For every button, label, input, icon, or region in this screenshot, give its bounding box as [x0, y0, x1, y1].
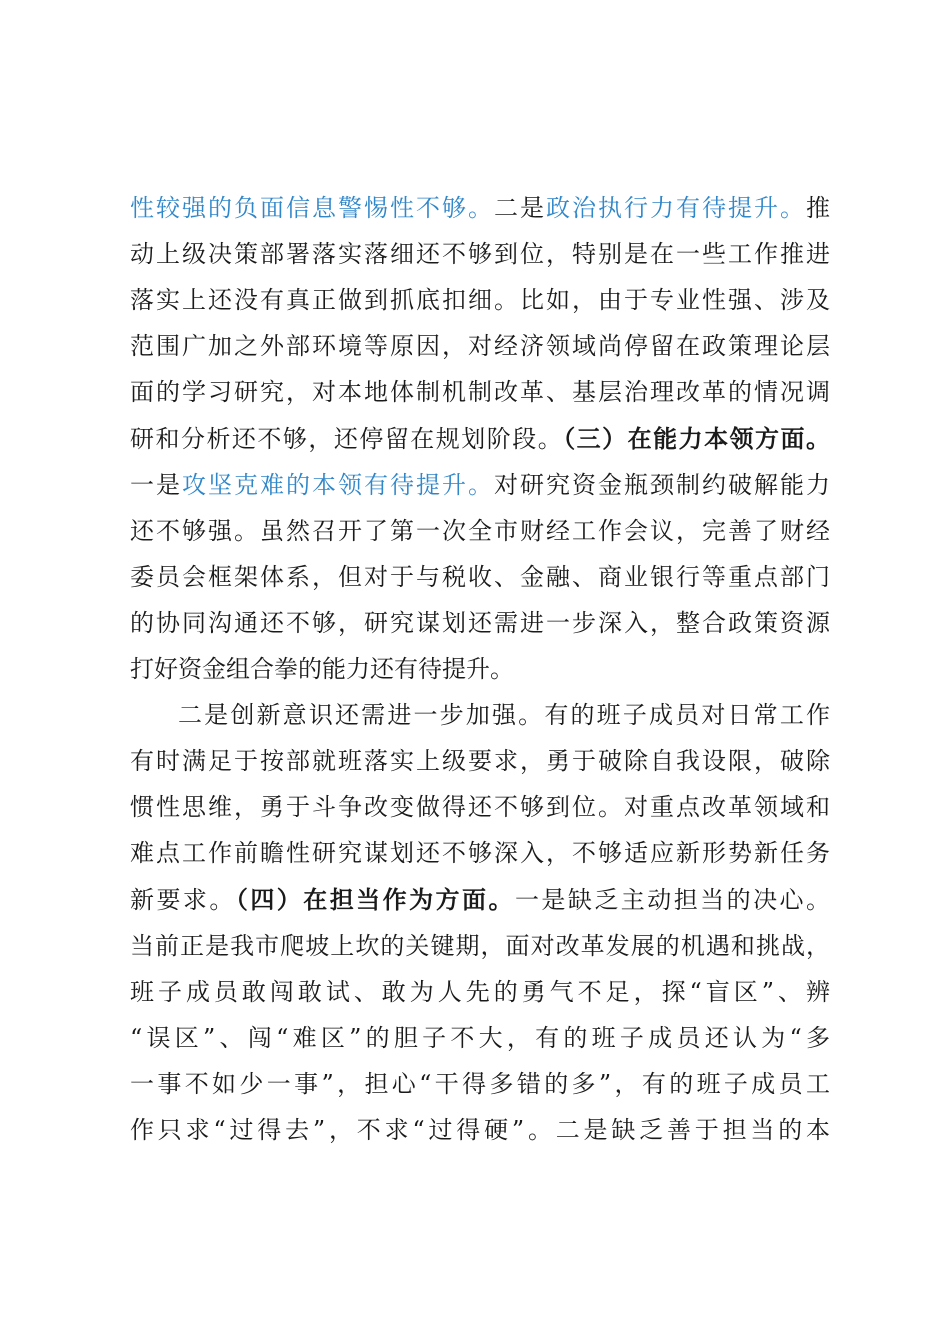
text-line: [130, 193, 830, 223]
body-text: 新要求。: [130, 885, 236, 914]
body-text: 推: [806, 194, 830, 222]
text-line: [130, 470, 830, 500]
body-text: 作只求“过得去”，不求“过得硬”。二是缺乏善于担当的本: [130, 1116, 830, 1144]
text-line: [130, 424, 830, 454]
text-line: [130, 931, 830, 961]
text-line: [130, 562, 830, 592]
body-text: “误区”、闯“难区”的胆子不大，有的班子成员还认为“多: [130, 1023, 830, 1052]
body-text: 研和分析还不够，还停留在规划阶段。: [130, 424, 564, 453]
body-text: 动上级决策部署落实落细还不够到位，特别是在一些工作推进: [130, 240, 830, 269]
body-text: 落实上还没有真正做到抓底扣细。比如，由于专业性强、涉及: [130, 286, 830, 315]
highlighted-text: 性较强的负面信息警惕性不够。: [130, 194, 494, 222]
body-text: 面的学习研究，对本地体制机制改革、基层治理改革的情况调: [130, 378, 830, 407]
body-text: 当前正是我市爬坡上坎的关键期，面对改革发展的机遇和挑战，: [130, 931, 830, 960]
text-line: [130, 838, 830, 868]
text-line: [130, 977, 830, 1007]
body-text: 班子成员敢闯敢试、敢为人先的勇气不足，探“盲区”、辨: [130, 977, 830, 1006]
body-text: 一是缺乏主动担当的决心。: [514, 885, 831, 914]
body-text: 的协同沟通还不够，研究谋划还需进一步深入，整合政策资源: [130, 608, 830, 637]
highlighted-text: 攻坚克难的本领有待提升。: [182, 470, 494, 499]
body-text: 打好资金组合拳的能力还有待提升。: [130, 655, 514, 683]
body-text: 一事不如少一事”，担心“干得多错的多”，有的班子成员工: [130, 1069, 830, 1098]
text-line: [130, 377, 830, 407]
highlighted-text: 政治执行力有待提升。: [546, 194, 806, 222]
section-heading-text: （三）在能力本领方面。: [563, 423, 831, 453]
body-text: 对研究资金瓶颈制约破解能力: [494, 470, 830, 499]
text-line: [130, 516, 830, 546]
body-text: 还不够强。虽然召开了第一次全市财经工作会议，完善了财经: [130, 516, 830, 545]
section-heading-text: （四）在担当作为方面。: [235, 884, 515, 914]
body-text: 二是创新意识还需进一步加强。有的班子成员对日常工作: [178, 701, 830, 730]
body-text: 难点工作前瞻性研究谋划还不够深入，不够适应新形势新任务: [130, 839, 830, 868]
text-line: [130, 1115, 830, 1145]
text-line: [130, 331, 830, 361]
body-text: 范围广加之外部环境等原因，对经济领域尚停留在政策理论层: [130, 332, 830, 361]
body-text: 惯性思维，勇于斗争改变做得还不够到位。对重点改革领域和: [130, 793, 830, 822]
text-line: [178, 700, 830, 730]
text-line: [130, 885, 830, 915]
text-line: [130, 1069, 830, 1099]
text-line: [130, 654, 830, 684]
text-line: [130, 285, 830, 315]
body-text: 一是: [130, 470, 182, 499]
text-line: [130, 746, 830, 776]
text-line: [130, 1023, 830, 1053]
text-line: [130, 792, 830, 822]
body-text: 有时满足于按部就班落实上级要求，勇于破除自我设限，破除: [130, 747, 830, 776]
body-text: 二是: [494, 194, 546, 222]
text-line: [130, 239, 830, 269]
text-line: [130, 608, 830, 638]
body-text: 委员会框架体系，但对于与税收、金融、商业银行等重点部门: [130, 562, 830, 591]
